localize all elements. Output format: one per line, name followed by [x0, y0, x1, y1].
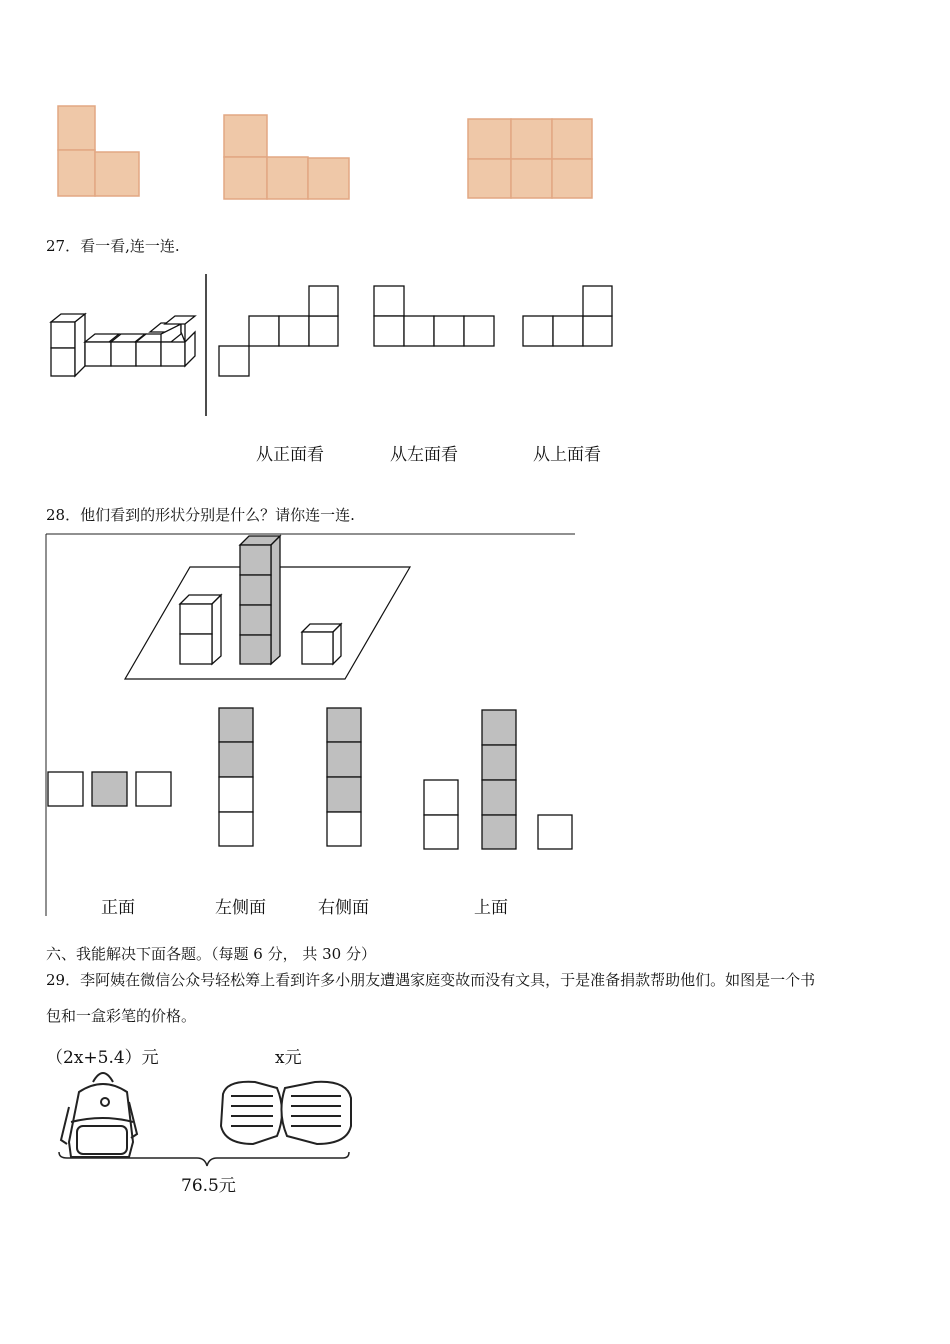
q28-view-top — [424, 710, 572, 849]
colored-pens-icon — [221, 1082, 351, 1144]
q27-figure — [45, 270, 625, 420]
tan-shape-1 — [58, 106, 139, 196]
q29-figure — [55, 1062, 365, 1172]
q29-pens-price: x元 — [275, 1048, 302, 1068]
q28-stack-middle — [240, 536, 280, 664]
tan-shapes-figure — [50, 100, 610, 205]
q28-label-front: 正面 — [101, 898, 135, 918]
q28-stack-left — [180, 595, 221, 664]
q28-view-right-side — [327, 708, 361, 846]
q28-view-front — [48, 772, 171, 806]
q27-3d-blocks — [51, 314, 195, 376]
q27-view-a — [219, 286, 338, 376]
q27-label-left: 从左面看 — [390, 445, 458, 465]
q27-view-b — [374, 286, 494, 346]
section6-title: 六、我能解决下面各题。（每题 6 分， 共 30 分） — [46, 945, 376, 963]
backpack-icon — [61, 1073, 137, 1157]
tan-shape-3 — [468, 119, 592, 198]
q28-figure — [45, 532, 580, 922]
q28-label-top: 上面 — [474, 898, 508, 918]
q28-stack-right — [302, 624, 341, 664]
q28-title: 28．他们看到的形状分别是什么？请你连一连. — [46, 506, 355, 524]
q29-total: 76.5元 — [181, 1176, 236, 1196]
q27-title: 27．看一看,连一连. — [46, 237, 180, 255]
q27-view-c — [523, 286, 612, 346]
q29-line2: 包和一盒彩笔的价格。 — [46, 1007, 197, 1025]
q29-line1: 29．李阿姨在微信公众号轻松筹上看到许多小朋友遭遇家庭变故而没有文具，于是准备捐款帮助他们。如图是一个书 — [46, 971, 816, 989]
tan-shape-2 — [224, 115, 349, 199]
q27-label-top: 从上面看 — [533, 445, 601, 465]
q28-view-left-side — [219, 708, 253, 846]
q29-bag-price: （2x+5.4）元 — [46, 1048, 159, 1068]
q28-label-left-side: 左侧面 — [215, 898, 266, 918]
q27-label-front: 从正面看 — [256, 445, 324, 465]
q28-label-right-side: 右侧面 — [318, 898, 369, 918]
